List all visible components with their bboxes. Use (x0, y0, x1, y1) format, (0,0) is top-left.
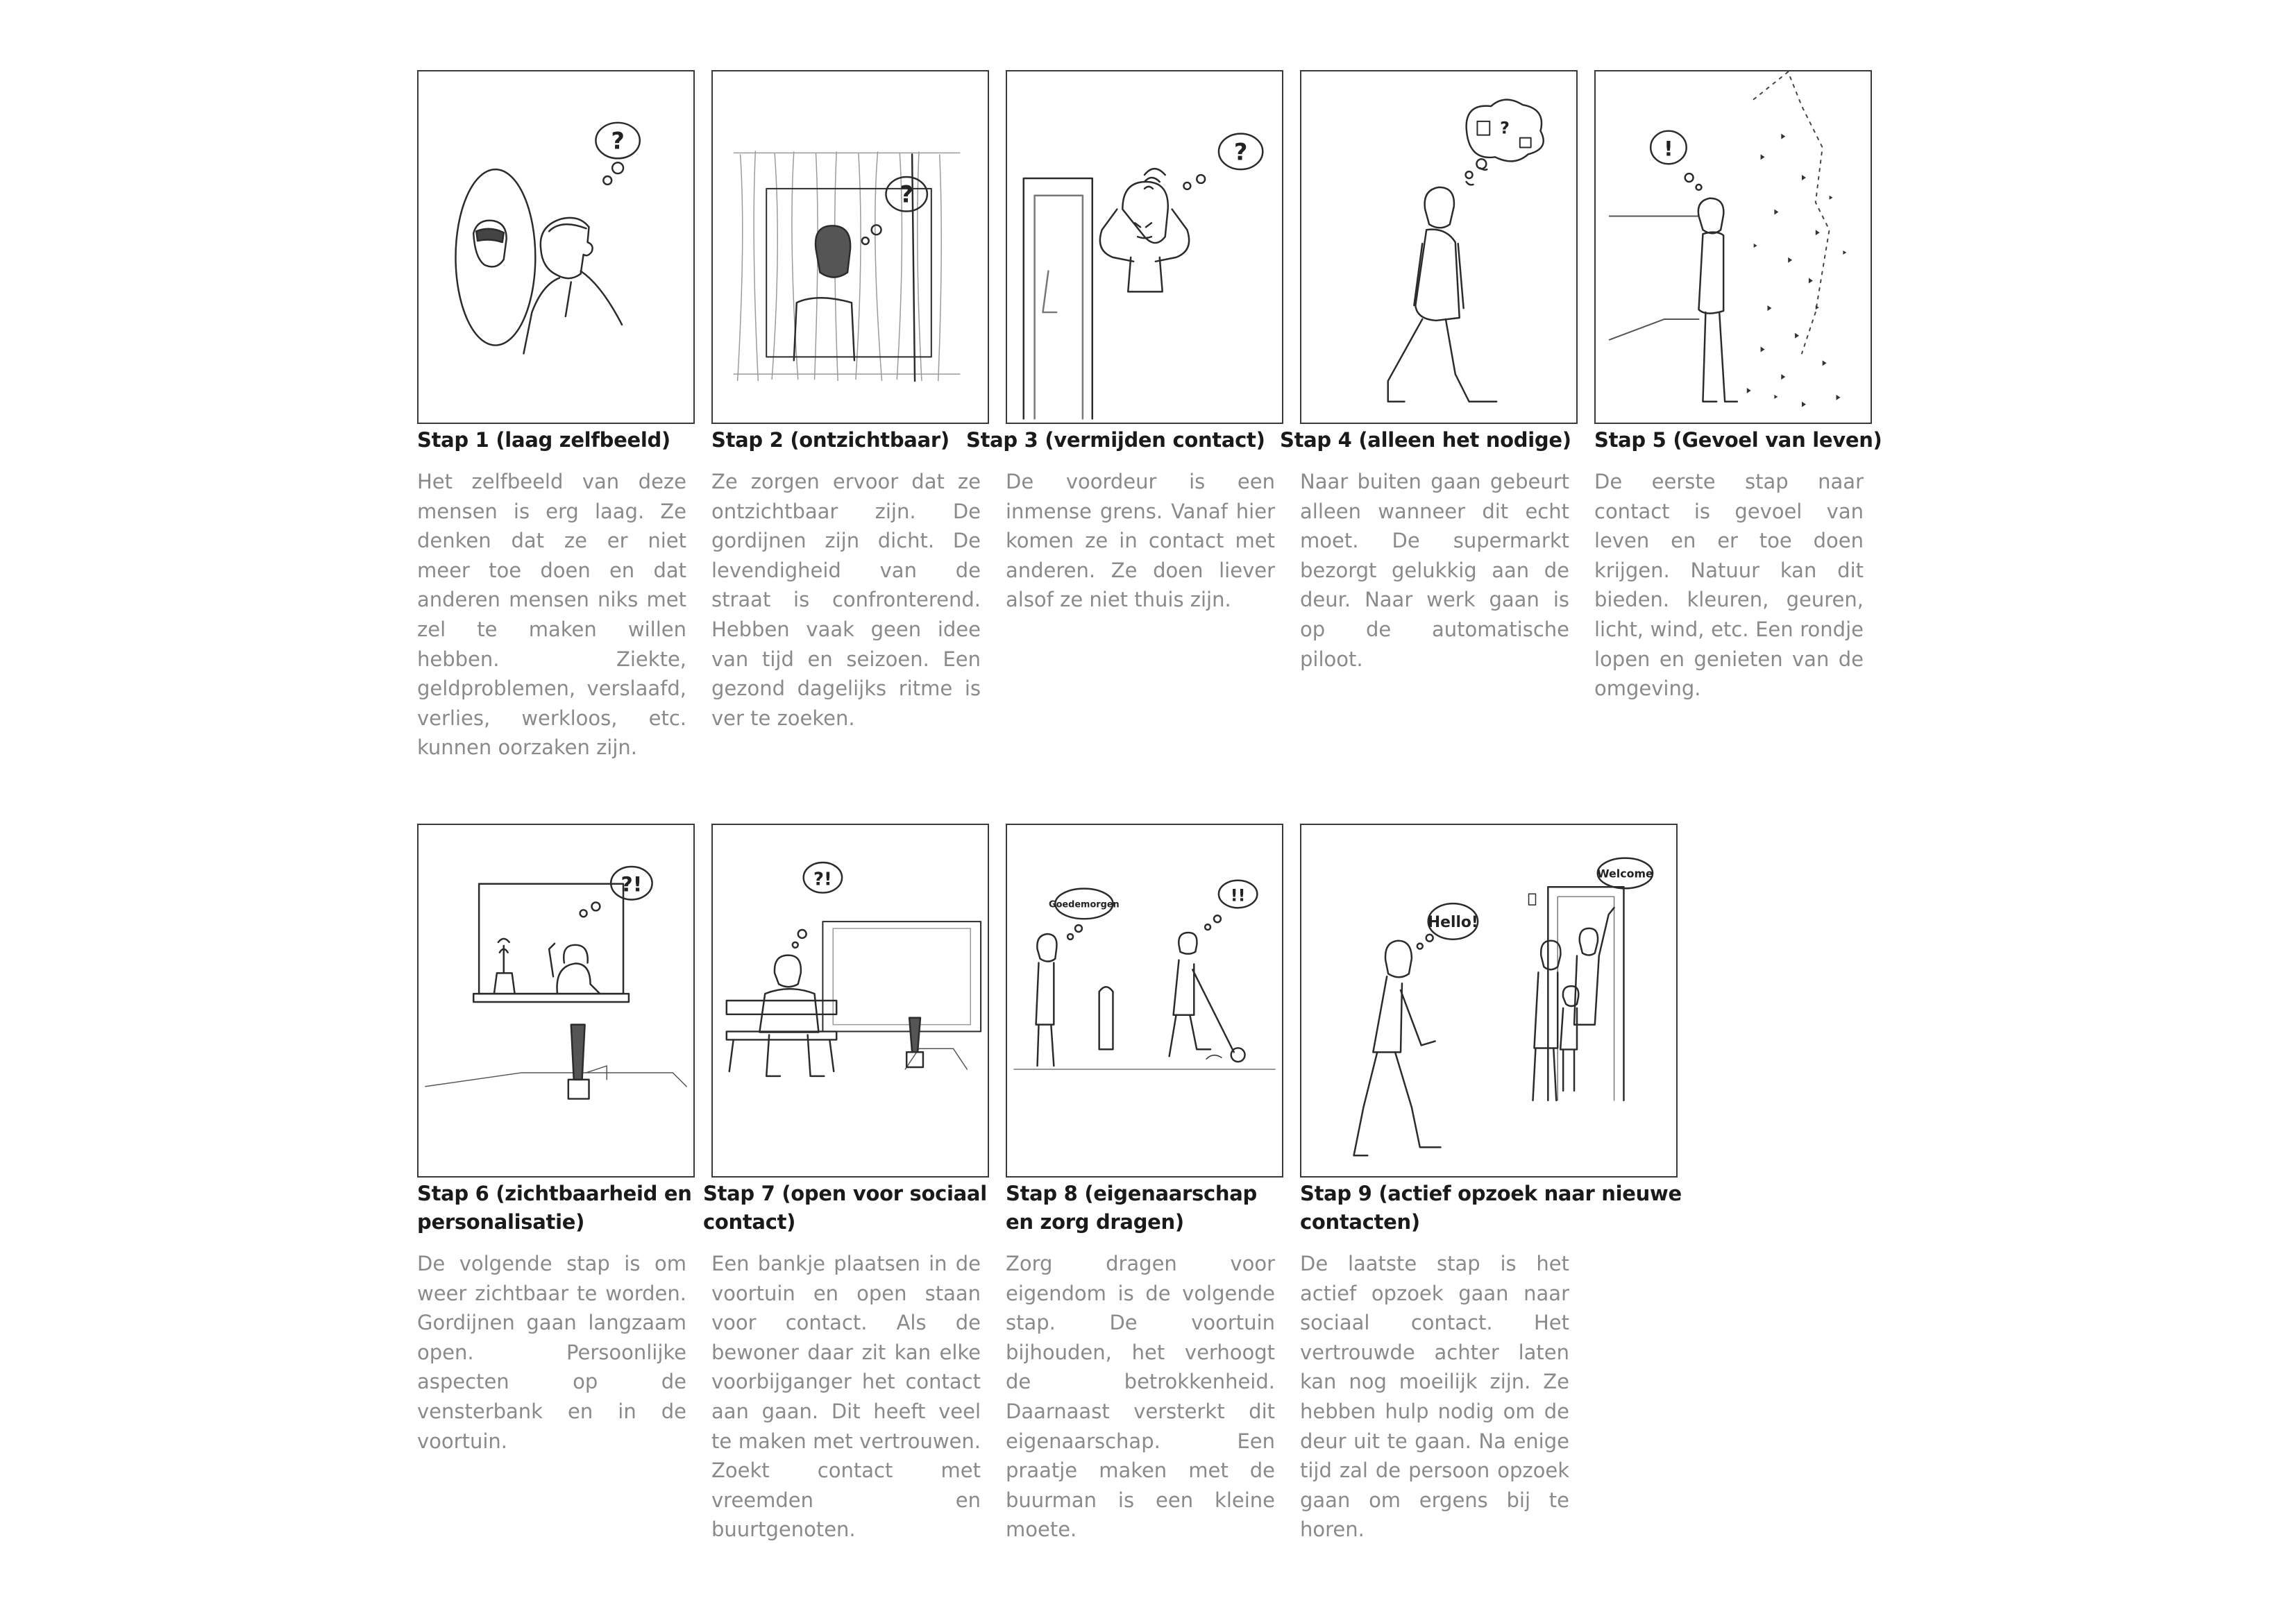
man-legs (1703, 312, 1737, 402)
step-title (417, 1180, 692, 1237)
window (766, 189, 931, 357)
garden-ground (425, 1073, 686, 1087)
man-legs (1388, 319, 1496, 402)
host-body (1533, 972, 1558, 1101)
man-head (1122, 182, 1167, 243)
step-title-line: Stap 9 (actief opzoek naar nieuwe (1300, 1182, 1682, 1205)
sketch-frame-step-9 (1300, 824, 1678, 1178)
step-description: De volgende stap is om weer zichtbaar te worden. Gordijnen gaan langzaam open. Persoonlijke aspecten op de vensterbank en in de voortuin. (417, 1252, 686, 1453)
step-description: Een bankje plaatsen in de voortuin en open staan voor contact. Als de bewoner daar zit kan elke voorbijganger het contact aan gaan. Dit heeft veel te maken met vertrouwen. Zoekt contact met vreemden en buurtgenoten. (711, 1252, 981, 1542)
svg-text:Hello!: Hello! (1427, 913, 1478, 931)
room-corner (1610, 216, 1699, 339)
neighbour-head (1037, 934, 1056, 962)
svg-text:?!: ?! (621, 872, 643, 897)
svg-text:?: ? (900, 180, 913, 208)
walker-torso (1373, 976, 1435, 1052)
walker-head (1385, 941, 1412, 978)
sketch-frame-step-4 (1300, 70, 1578, 424)
step-title-line: contacten) (1300, 1210, 1420, 1234)
sketch-step-1 (419, 71, 693, 423)
house-number (1529, 894, 1536, 905)
waving-hand (549, 944, 555, 977)
step-description: Zorg dragen voor eigendom is de volgende stap. De voortuin bijhouden, het verhoogt de betrokkenheid. Daarnaast versterkt dit eigenaarschap. Een praatje maken met de buurman is een kleine moete. (1006, 1252, 1275, 1542)
step-title-line: Stap 6 (zichtbaarheid en (417, 1182, 692, 1205)
step-description: De eerste stap naar contact is gevoel van leven en er toe doen krijgen. Natuur kan dit bieden. kleuren, geuren, licht, wind, etc. Een rondje lopen en genieten van de omgeving. (1594, 470, 1864, 701)
sketch-frame-step-2 (711, 70, 989, 424)
gardener-legs (1170, 1015, 1210, 1056)
step-title-line: personalisatie) (417, 1210, 585, 1234)
sketch-step-6 (419, 825, 693, 1176)
step-title: Stap 2 (ontzichtbaar) (711, 428, 949, 452)
step-title (1006, 1180, 1257, 1237)
step-title-line: Stap 7 (open voor sociaal (703, 1182, 987, 1205)
flower-pot (494, 973, 515, 994)
svg-text:Welcome: Welcome (1597, 867, 1653, 881)
step-title-line: contact) (703, 1210, 796, 1234)
svg-text:?: ? (1500, 118, 1510, 138)
step-description: De voordeur is een inmense grens. Vanaf hier komen ze in contact met anderen. Ze doen liever alsof ze niet thuis zijn. (1006, 470, 1275, 612)
sketch-step-2 (713, 71, 988, 423)
sketch-step-3 (1007, 71, 1282, 423)
garden-statue (571, 1025, 585, 1080)
sketch-step-4 (1301, 71, 1576, 423)
silhouette-body (794, 298, 854, 360)
step-title (703, 1180, 987, 1237)
bench-back (727, 1001, 836, 1014)
man-torso (759, 989, 818, 1032)
step-title: Stap 3 (vermijden contact) (966, 428, 1265, 452)
silhouette-head (816, 226, 850, 277)
step-description: De laatste stap is het actief opzoek gaan naar sociaal contact. Het vertrouwde achter laten kan nog moeilijk zijn. Ze hebben hulp nodig om de deur uit te gaan. Na enige tijd zal de persoon opzoek gaan om ergens bij te horen. (1300, 1252, 1569, 1542)
gardener-body (1174, 960, 1234, 1053)
tree-outline (1754, 72, 1830, 354)
man-head (1698, 198, 1723, 233)
man-head (541, 218, 593, 278)
man-head (775, 955, 801, 987)
reflection-head (473, 221, 507, 267)
sketch-frame-step-3 (1006, 70, 1283, 424)
step-title: Stap 4 (alleen het nodige) (1280, 428, 1571, 452)
helper-waving (1574, 908, 1614, 1025)
sketch-frame-step-6 (417, 824, 695, 1178)
window (479, 884, 623, 994)
sketch-step-5 (1596, 71, 1871, 423)
step-description: Naar buiten gaan gebeurt alleen wanneer dit echt moet. De supermarkt bezorgt gelukkig aan de deur. Naar werk gaan is op de automatische piloot. (1300, 470, 1569, 671)
lawnmower-wheel (1231, 1048, 1245, 1062)
sketch-frame-step-7 (711, 824, 989, 1178)
window (822, 921, 981, 1031)
step-title-line: Stap 8 (eigenaarschap (1006, 1182, 1257, 1205)
sketch-step-7 (713, 825, 988, 1176)
step-description: Ze zorgen ervoor dat ze ontzichtbaar zijn. De gordijnen zijn dicht. De levendigheid van de straat is confronterend. Hebben vaak geen idee van tijd en seizoen. Een gezond dagelijks ritme is ver te zoeken. (711, 470, 981, 730)
sketch-frame-step-5 (1594, 70, 1872, 424)
svg-text:!!: !! (1230, 885, 1246, 906)
step-title: Stap 1 (laag zelfbeeld) (417, 428, 670, 452)
garden-statue (909, 1018, 920, 1053)
walker-legs (1354, 1052, 1441, 1155)
man-torso (1699, 232, 1724, 314)
svg-text:Goedemorgen: Goedemorgen (1049, 899, 1120, 910)
windowsill (473, 994, 629, 1002)
svg-text:?!: ?! (813, 869, 832, 890)
mirror (455, 169, 535, 345)
man-head (1425, 187, 1454, 228)
step-title-line: en zorg dragen) (1006, 1210, 1184, 1234)
neighbour-body (1036, 963, 1054, 1067)
sketch-frame-step-1 (417, 70, 695, 424)
step-description: Het zelfbeeld van deze mensen is erg laag. Ze denken dat ze er niet meer toe doen en dat anderen mensen niks met zel te maken willen hebben. Ziekte, geldproblemen, verslaafd, verlies, werkloos, etc. kunnen oorzaken zijn. (417, 470, 686, 760)
sketch-step-9 (1301, 825, 1676, 1176)
person-in-window (557, 964, 600, 994)
sketch-frame-step-8 (1006, 824, 1283, 1178)
svg-text:!: ! (1664, 137, 1673, 162)
step-title (1300, 1180, 1682, 1237)
svg-text:?: ? (1233, 138, 1248, 166)
step-title: Stap 5 (Gevoel van leven) (1594, 428, 1882, 452)
question-mark: ? (611, 127, 625, 155)
front-door (1548, 887, 1623, 1101)
man-legs (766, 1035, 824, 1076)
gardener-head (1179, 933, 1197, 954)
leaves (1747, 134, 1847, 407)
plant (498, 939, 509, 974)
sketch-step-8 (1007, 825, 1282, 1176)
hedge (1099, 987, 1113, 1049)
bench-seat (727, 1032, 836, 1071)
noise-waves (1145, 169, 1165, 189)
right-arm (1156, 210, 1189, 262)
helper-head (1580, 928, 1598, 955)
